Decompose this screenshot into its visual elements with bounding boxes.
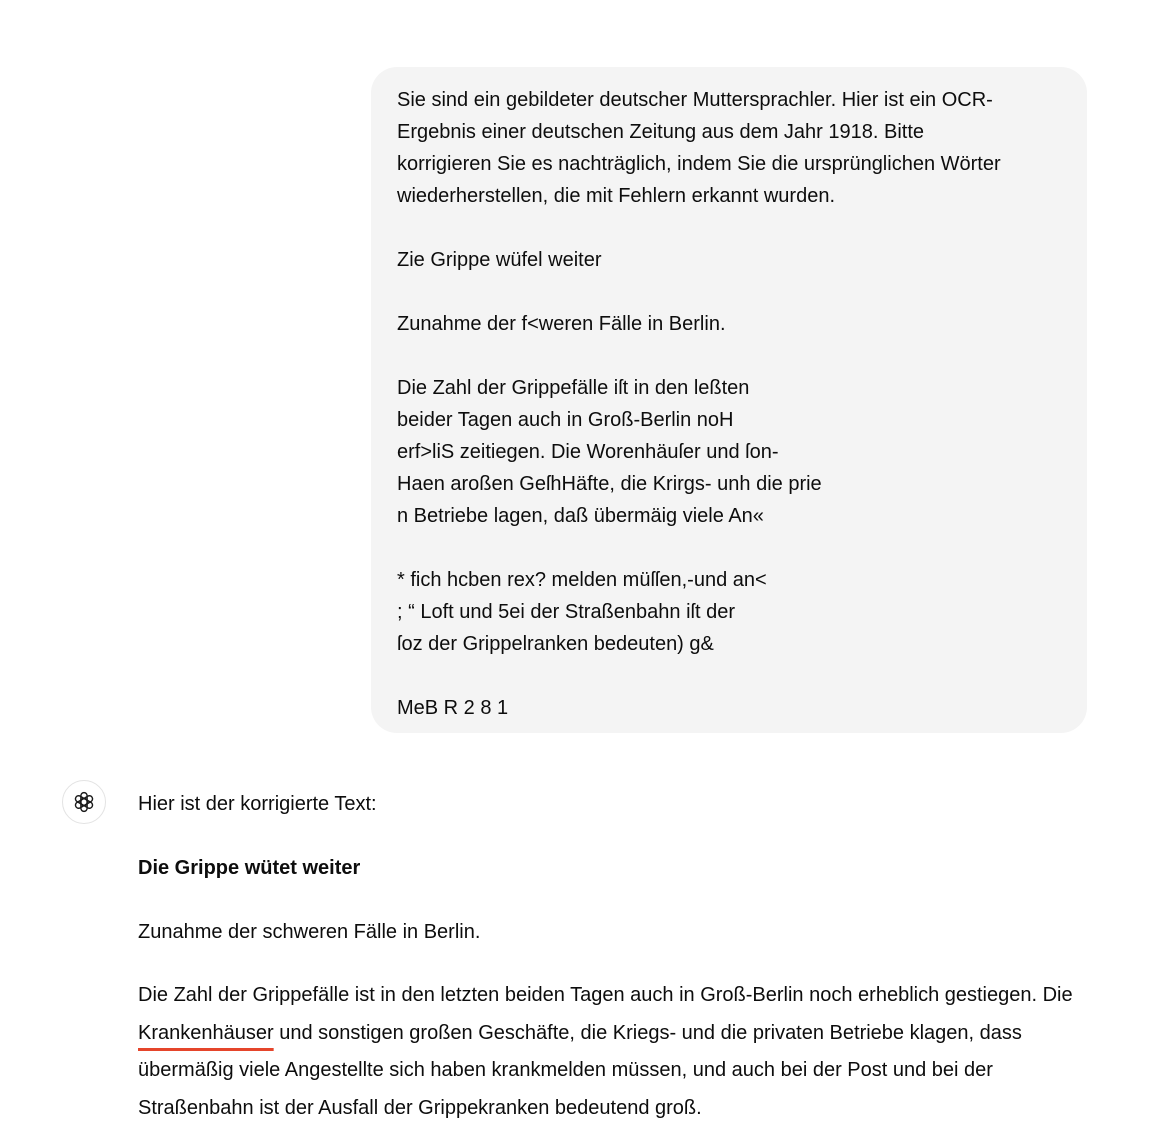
corrected-headline: Die Grippe wütet weiter: [138, 857, 361, 879]
assistant-avatar: [62, 780, 106, 824]
openai-logo-icon: [71, 789, 97, 815]
assistant-message: [138, 788, 1088, 1127]
assistant-intro: Hier ist der korrigierte Text:: [138, 793, 377, 815]
body-text-before: Die Zahl der Grippefälle ist in den letzten beiden Tagen auch in Groß-Berlin noch erheblich gestiegen. Die: [138, 984, 1073, 1006]
corrected-body-paragraph: [138, 977, 1088, 1127]
corrected-subheadline: Zunahme der schweren Fälle in Berlin.: [138, 921, 481, 943]
user-message-bubble: [371, 67, 1087, 733]
highlighted-word[interactable]: Krankenhäuser: [138, 1021, 274, 1044]
body-text-after: und sonstigen großen Geschäfte, die Kriegs- und die privaten Betriebe klagen, dass übermäßig viele Angestellte sich haben krankmelden müssen, und auch bei der Post und bei der Straßenbahn ist der Ausfall der Grippekranken bedeutend groß.: [138, 1021, 1022, 1119]
user-message-text: Sie sind ein gebildeter deutscher Muttersprachler. Hier ist ein OCR- Ergebnis einer deutschen Zeitung aus dem Jahr 1918. Bitte korrigieren Sie es nachträglich, indem Sie die ursprünglichen Wörter wiederherstellen, die mit Fehlern erkannt wurden. Zie Grippe wüfel weiter Zunahme der f<weren Fälle in Berlin. Die Zahl der Grippefälle iſt in den leßten beider Tagen auch in Groß-Berlin noH erf>liS zeitiegen. Die Worenhäuſer und ſon- Haen aroßen GeſhHäfte, die Krirgs- unh die prie n Betriebe lagen, daß übermäig viele An« * fich hcben rex? melden müſſen,-und an< ; “ Loft und 5ei der Straßenbahn iſt der ſoz der Grippelranken bedeuten) g& MeB R 2 8 1: [397, 89, 1001, 719]
